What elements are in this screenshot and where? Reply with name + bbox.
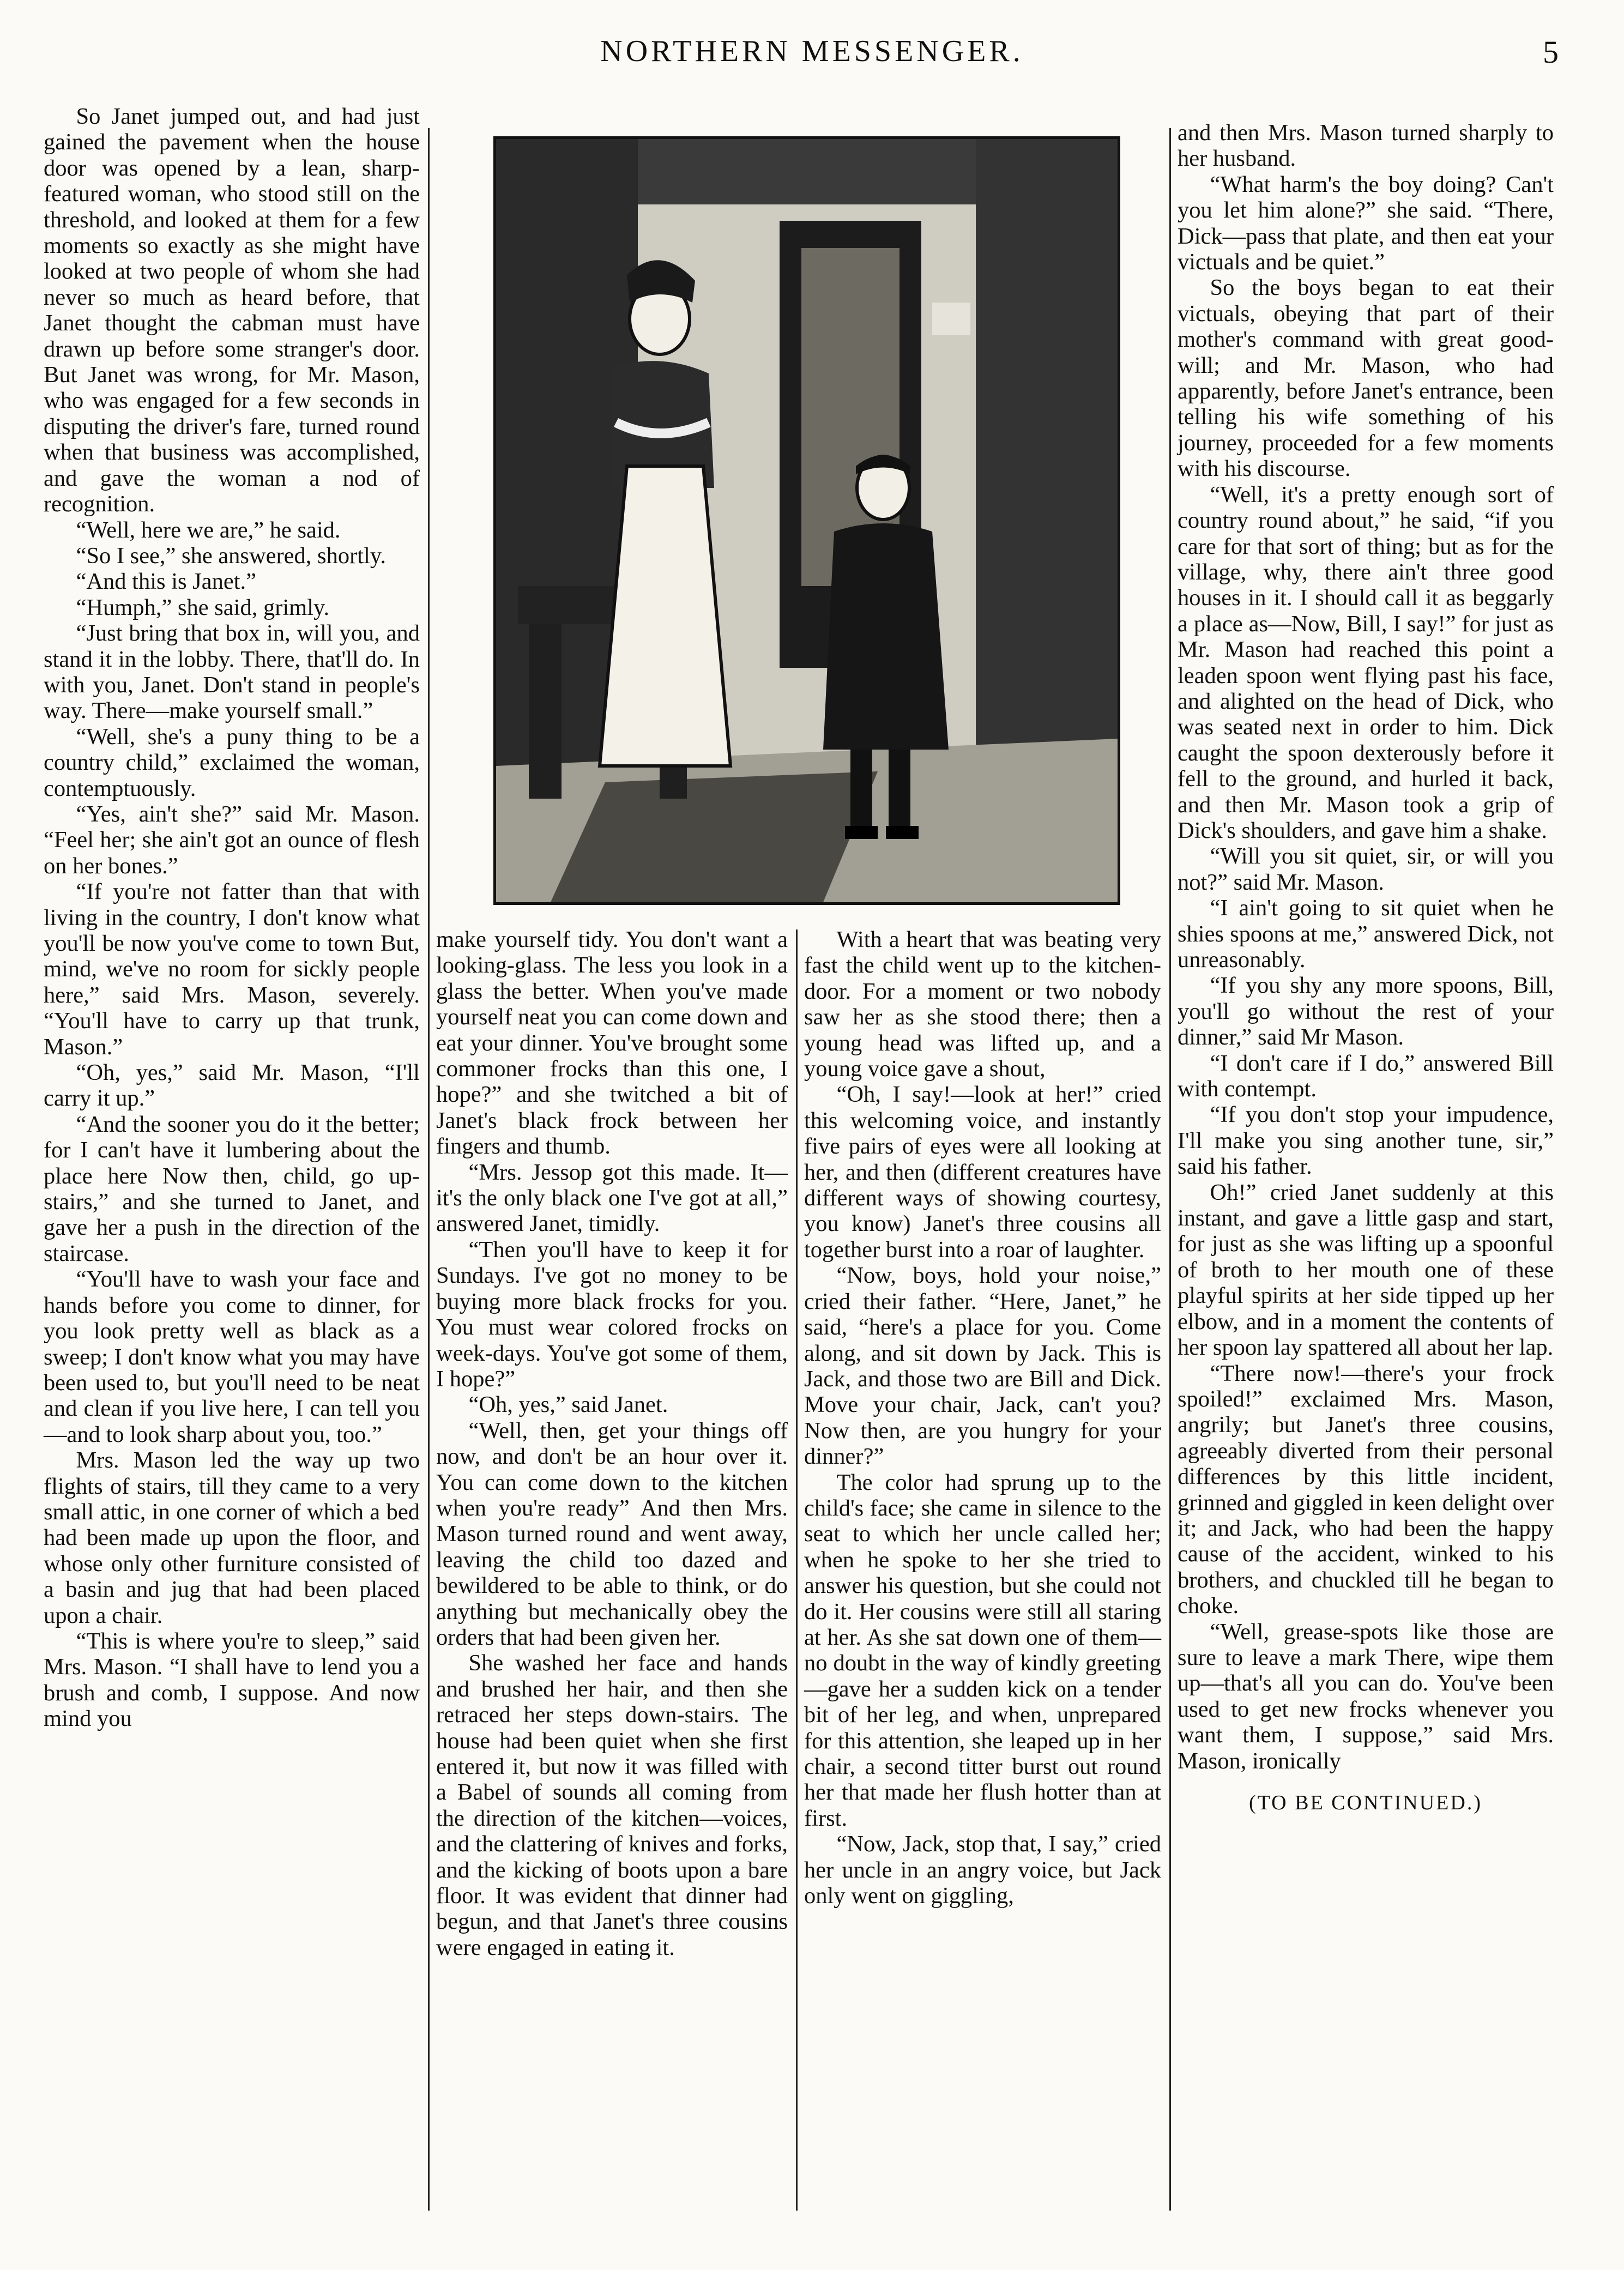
paragraph: “What harm's the boy doing? Can't you let him alone?” she said. “There, Dick—pass that plate, and then eat your victuals and be quiet.” (1178, 171, 1554, 275)
paragraph: “Oh, I say!—look at her!” cried this welcoming voice, and instantly five pairs of eyes were all looking at her, and then (different creatures have different ways of showing courtesy, you know) Janet's three cousins all together burst into a roar of laughter. (804, 1082, 1161, 1263)
text-column-4 (1178, 120, 1554, 2219)
column-rule (1169, 128, 1171, 2211)
paragraph: “Well, then, get your things off now, and don't be an hour over it. You can come down to the kitchen when you're ready” And then Mrs. Mason turned round and went away, leaving the child too dazed and bewildered to be able to think, or do anything but mechanically obey the orders that had been given her. (436, 1417, 788, 1650)
paragraph: “Then you'll have to keep it for Sundays. I've got no money to be buying more black frocks for you. You must wear colored frocks on week-days. You've got some of them, I hope?” (436, 1236, 788, 1392)
text-column-2 (436, 927, 788, 2219)
paragraph: make yourself tidy. You don't want a looking-glass. The less you look in a glass the better. When you've made yourself neat you can come down and eat your dinner. You've brought some commoner frocks than this one, I hope?” and she twitched a bit of Janet's black frock between her fingers and thumb. (436, 927, 788, 1160)
masthead: NORTHERN MESSENGER. (600, 34, 1024, 68)
paragraph: She washed her face and hands and brushed her hair, and then she retraced her steps down-stairs. The house had been quiet when she first entered it, but now it was filled with a Babel of sounds all coming from the direction of the kitchen—voices, and the clattering of knives and forks, and the kicking of boots upon a bare floor. It was evident that dinner had begun, and that Janet's three cousins were engaged in eating it. (436, 1650, 788, 1960)
paragraph: Mrs. Mason led the way up two flights of stairs, till they came to a very small attic, in one corner of which a bed had been made up upon the floor, and whose only other furniture consisted of a basin and jug that had been placed upon a chair. (44, 1447, 420, 1628)
paragraph: With a heart that was beating very fast the child went up to the kitchen-door. For a moment or two nobody saw her as she stood there; then a young head was lifted up, and a young voice gave a shout, (804, 927, 1161, 1082)
engraving-image (496, 139, 1118, 902)
paragraph: “Oh, yes,” said Janet. (468, 1392, 668, 1418)
column-rule (796, 929, 798, 2211)
paragraph: The color had sprung up to the child's face; she came in silence to the seat to which her uncle called her; when he spoke to her she tried to answer his question, but she could not do it. Her cousins were still all staring at her. As she sat down one of them—no doubt in the way of kindly greeting—gave her a sudden kick on a tender bit of her leg, and when, unprepared for this attention, she leaped up in her chair, a second titter burst out round her that made her flush hotter than at first. (804, 1469, 1161, 1831)
paragraph: “This is where you're to sleep,” said Mrs. Mason. “I shall have to lend you a brush and comb, I suppose. And now mind you (44, 1628, 420, 1732)
story-illustration (493, 136, 1120, 905)
column-rule (428, 128, 430, 2211)
paragraph: So the boys began to eat their victuals, obeying that part of their mother's command with great good-will; and Mr. Mason, who had apparently, before Janet's entrance, been telling his wife something of his journey, proceeded for a few moments with his discourse. (1178, 275, 1554, 482)
paragraph: “Oh, yes,” said Mr. Mason, “I'll carry it up.” (44, 1060, 420, 1112)
paragraph: “If you're not fatter than that with living in the country, I don't know what you'll be now you've come to town But, mind, we've no room for sickly people here,” said Mrs. Mason, severely. “You'll have to carry up that trunk, Mason.” (44, 879, 420, 1060)
paragraph: “You'll have to wash your face and hands before you come to dinner, for you look pretty well as black as a sweep; I don't know what you may have been used to, but you'll need to be neat and clean if you live here, I can tell you—and to look sharp about you, too.” (44, 1266, 420, 1447)
paragraph: “Now, Jack, stop that, I say,” cried her uncle in an angry voice, but Jack only went on giggling, (804, 1831, 1161, 1909)
paragraph: and then Mrs. Mason turned sharply to her husband. (1178, 120, 1554, 172)
paragraph: “Now, boys, hold your noise,” cried their father. “Here, Janet,” he said, “here's a place for you. Come along, and sit down by Jack. This is Jack, and those two are Bill and Dick. Move your chair, Jack, can't you? Now then, are you hungry for your dinner?” (804, 1263, 1161, 1470)
paragraph: “Humph,” she said, grimly. (76, 594, 330, 620)
paragraph: “I ain't going to sit quiet when he shies spoons at me,” answered Dick, not unreasonably. (1178, 895, 1554, 973)
paragraph: “Just bring that box in, will you, and stand it in the lobby. There, that'll do. In with you, Janet. Don't stand in people's way. There—make yourself small.” (44, 620, 420, 724)
to-be-continued: (TO BE CONTINUED.) (1249, 1791, 1482, 1814)
paragraph: “So I see,” she answered, shortly. (76, 542, 386, 569)
page-number: 5 (1543, 34, 1559, 70)
paragraph: “If you shy any more spoons, Bill, you'll go without the rest of your dinner,” said Mr Mason. (1178, 973, 1554, 1051)
paragraph: “Well, here we are,” he said. (76, 517, 341, 543)
paragraph: “Well, grease-spots like those are sure to leave a mark There, wipe them up—that's all you can do. You've been used to get new frocks whenever you want them, I suppose,” said Mrs. Mason, ironically (1178, 1619, 1554, 1774)
paragraph: “If you don't stop your impudence, I'll make you sing another tune, sir,” said his father. (1178, 1102, 1554, 1180)
paragraph: “Yes, ain't she?” said Mr. Mason. “Feel her; she ain't got an ounce of flesh on her bones.” (44, 801, 420, 879)
paragraph: Oh!” cried Janet suddenly at this instant, and gave a little gasp and start, for just as she was lifting up a spoonful of broth to her mouth one of these playful spirits at her side tipped up her elbow, and in a moment the contents of her spoon lay spattered all about her lap. (1178, 1179, 1554, 1361)
paragraph: “There now!—there's your frock spoiled!” exclaimed Mrs. Mason, angrily; but Janet's three cousins, agreeably diverted from their personal differences by this little incident, grinned and giggled in keen delight over it; and Jack, who had been the happy cause of the accident, winked to his brothers, and chuckled till he began to choke. (1178, 1360, 1554, 1619)
paragraph: “I don't care if I do,” answered Bill with contempt. (1178, 1050, 1554, 1102)
paragraph: “And the sooner you do it the better; for I can't have it lumbering about the place here Now then, child, go up-stairs,” and she turned to Janet, and gave her a push in the direction of the staircase. (44, 1111, 420, 1266)
text-column-1 (44, 104, 420, 2219)
paragraph: “And this is Janet.” (76, 569, 256, 595)
paragraph: “Will you sit quiet, sir, or will you not?” said Mr. Mason. (1178, 843, 1554, 895)
paragraph: So Janet jumped out, and had just gained the pavement when the house door was opened by a lean, sharp-featured woman, who stood still on the threshold, and looked at them for a few moments so exactly as she might have looked at two people of whom she had never so much as heard before, that Janet thought the cabman must have drawn up before some stranger's door. But Janet was wrong, for Mr. Mason, who was engaged for a few seconds in disputing the driver's fare, turned round when that business was accomplished, and gave the woman a nod of recognition. (44, 104, 420, 517)
paragraph: “Well, it's a pretty enough sort of country round about,” he said, “if you care for that sort of thing; but as for the village, why, there ain't three good houses in it. I should call it as beggarly a place as—Now, Bill, I say!” for just as Mr. Mason had reached this point a leaden spoon went flying past his face, and alighted on the head of Dick, who was seated next in order to him. Dick caught the spoon dexterously before it fell to the ground, and hurled it back, and then Mr. Mason took a grip of Dick's shoulders, and gave him a shake. (1178, 481, 1554, 843)
text-column-3 (804, 927, 1161, 2219)
paragraph: “Well, she's a puny thing to be a country child,” exclaimed the woman, contemptuously. (44, 723, 420, 801)
paragraph: “Mrs. Jessop got this made. It—it's the only black one I've got at all,” answered Janet, timidly. (436, 1159, 788, 1237)
